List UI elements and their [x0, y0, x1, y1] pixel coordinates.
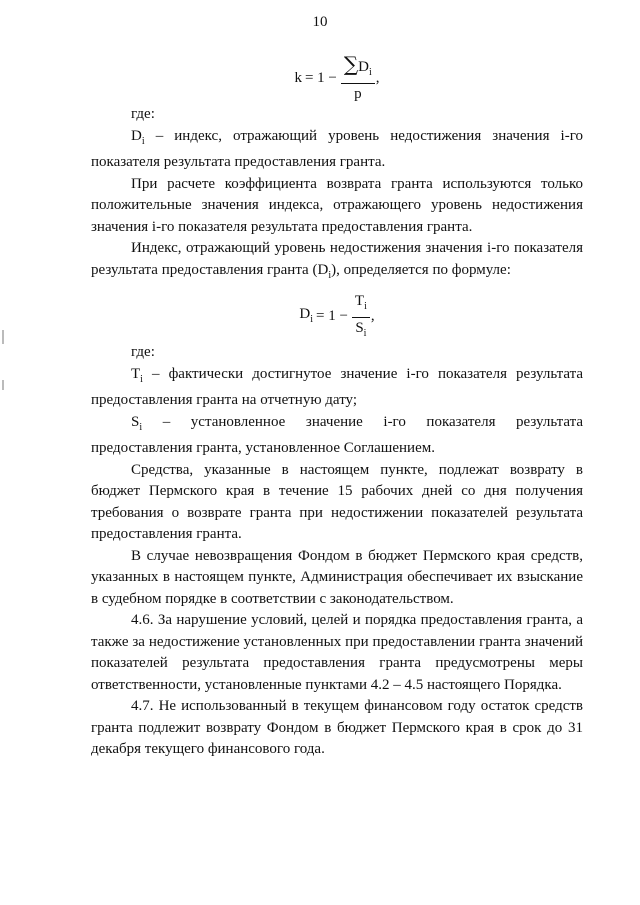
paragraph-index-pre: Индекс, отражающий уровень недостижения значения i-го показателя результата предоставления гранта (: [91, 240, 583, 278]
page-number: 10: [312, 14, 328, 30]
symbol-d-inline-sub: i: [328, 269, 332, 281]
symbol-d-inline: D: [317, 261, 329, 278]
symbol-t-sub: i: [140, 373, 143, 385]
formula-d-num-var: T: [354, 292, 365, 309]
formula-d-lhs-sub: i: [310, 313, 313, 325]
formula-d-fraction: [352, 292, 370, 343]
symbol-d: D: [131, 127, 142, 144]
where-label-2: где:: [131, 344, 155, 360]
symbol-d-sub: i: [141, 135, 145, 147]
paragraph-4-6: 4.6. За нарушение условий, целей и порядка предоставления гранта, а также за недостижение установленных при предоставлении гранта значений показателей результата предоставления гранта предусмотрены меры ответственности, установленные пунктами 4.2 – 4.5 настоящего Порядка.: [91, 612, 583, 693]
paragraph-4-7: 4.7. Не использованный в текущем финансовом году остаток средств гранта подлежит возврату Фондом в бюджет Пермского края в срок до 31 декабря текущего финансового года.: [91, 698, 583, 757]
scan-edge-mark: [2, 330, 4, 344]
symbol-s: S: [131, 413, 140, 430]
symbol-s-sub: i: [139, 421, 143, 433]
formula-k-tail: ,: [375, 70, 380, 87]
symbol-t: T: [131, 365, 141, 382]
sigma-symbol: ∑: [343, 52, 359, 76]
formula-d-numerator: [352, 292, 370, 318]
formula-d-den-var: S: [355, 319, 364, 336]
formula-k-eq: = 1 −: [304, 70, 337, 87]
formula-d-tail: ,: [370, 308, 375, 325]
paragraph-d-definition: [91, 126, 583, 174]
paragraph-s-text: – установленное значение i-го показателя результата предоставления гранта, установленное Соглашением.: [91, 413, 583, 456]
formula-k: [91, 54, 583, 104]
formula-k-fraction: [341, 52, 375, 103]
formula-d-num-sub: i: [364, 300, 367, 312]
formula-d-lhs: [299, 304, 313, 331]
formula-k-numerator: [341, 52, 375, 84]
paragraph-positive-values: При расчете коэффициента возврата гранта используются только положительные значения индекса, отражающего уровень недостижения значения i-го показателя результата предоставления гранта.: [91, 175, 583, 235]
scan-edge-mark: [2, 380, 4, 390]
document-body: [91, 50, 583, 761]
formula-d-denominator: [355, 318, 366, 343]
formula-d-lhs-var: D: [299, 305, 311, 322]
paragraph-t-definition: [91, 364, 583, 412]
where-label-1: где:: [131, 106, 155, 122]
formula-k-denominator: p: [354, 86, 362, 102]
paragraph-return-funds: Средства, указанные в настоящем пункте, подлежат возврату в бюджет Пермского края в течение 15 рабочих дней со дня получения требования о возврате гранта при недостижении показателей результата предоставления гранта.: [91, 461, 583, 542]
paragraph-non-return: В случае невозвращения Фондом в бюджет Пермского края средств, указанных в настоящем пункте, Администрация обеспечивает их взыскание в судебном порядке в соответствии с законодательством.: [91, 547, 583, 607]
formula-k-lhs: k: [294, 70, 302, 87]
paragraph-index-formula-intro: [91, 238, 583, 286]
paragraph-index-post: ), определяется по формуле:: [331, 261, 511, 278]
formula-d-den-sub: i: [363, 327, 367, 339]
formula-k-num-sub: i: [369, 67, 372, 78]
paragraph-d-text: – индекс, отражающий уровень недостижения значения i-го показателя результата предоставления гранта.: [91, 127, 583, 170]
formula-k-num-var: D: [358, 59, 369, 75]
paragraph-t-text: – фактически достигнутое значение i-го показателя результата предоставления гранта на отчетную дату;: [91, 365, 583, 408]
formula-d: [91, 292, 583, 342]
formula-d-eq: = 1 −: [316, 308, 348, 325]
paragraph-s-definition: [91, 412, 583, 460]
